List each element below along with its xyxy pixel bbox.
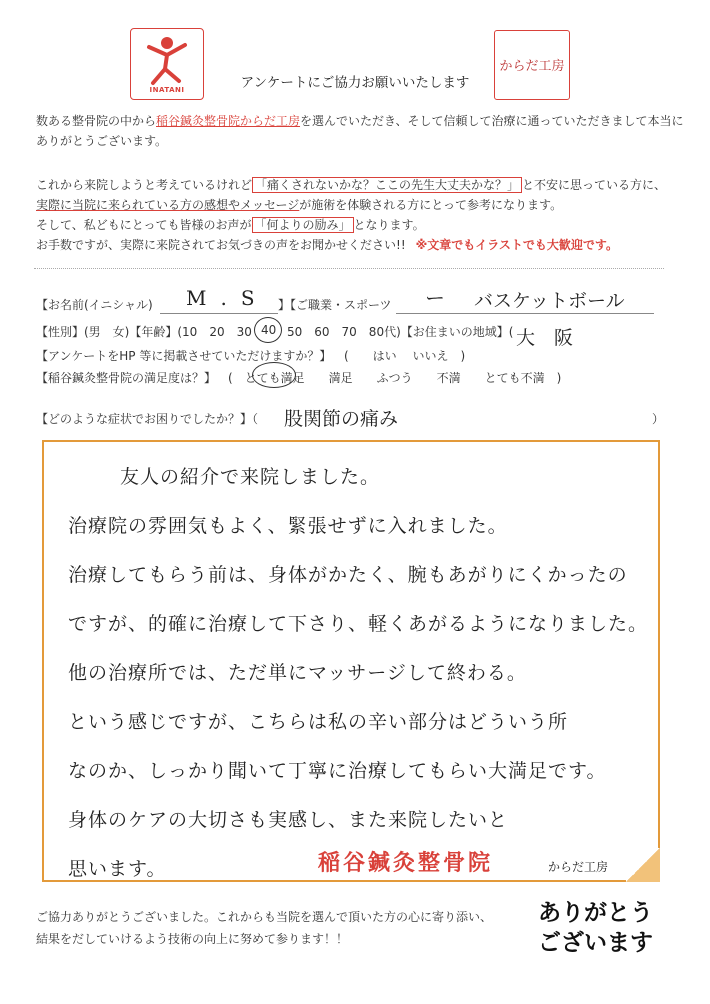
satisfaction-options: ( とても満足 満足 ふつう 不満 とても不満 ) [228, 371, 562, 385]
gender-age-label: 【性別】(男 女)【年齢】(10 20 30 [36, 325, 252, 339]
msg-l1b: 「痛くされないかな？ここの先生大丈夫かな？」 [252, 177, 522, 193]
footer-line-2: 結果をだしていけるよう技術の向上に努めて参ります！！ [36, 932, 349, 946]
msg-l3c: となります。 [353, 218, 425, 232]
msg-l3b: 「何よりの励み」 [252, 217, 354, 233]
testimonial-line-3: 治療してもらう前は、身体がかたく、腕もあがりにくかったの [68, 564, 628, 586]
testimonial-line-1: 友人の紹介で来院しました。 [120, 466, 381, 488]
footer-line-1: ご協力ありがとうございました。これからも当院を選んで頂いた方の心に寄り添い、 [36, 910, 493, 924]
job-underline [396, 313, 654, 314]
age-circle-mark [254, 317, 282, 343]
msg-l1c: と不安に思っている方に、 [522, 178, 667, 192]
name-underline [160, 313, 278, 314]
msg-l1a: これから来院しようと考えているけれど [36, 178, 253, 192]
satisfaction-circle-mark [252, 362, 296, 388]
page-title: アンケートにご協力お願いいたします [240, 75, 470, 91]
logo-text: INATANI [149, 86, 185, 94]
job-value-2: バスケットボール [474, 290, 625, 312]
testimonial-line-9: 思います。 [68, 858, 167, 880]
name-label: 【お名前(イニシャル) [36, 298, 153, 312]
intro-part2: を選んでいただき、そして信頼して治療に通っていただきまして本当にありがとうございます。 [36, 114, 684, 148]
intro-paragraph [36, 111, 686, 151]
msg-l4: お手数ですが、実際に来院されてお気づきの声をお聞かせください!! [36, 238, 406, 252]
hp-options: ( はい いいえ ) [344, 349, 466, 363]
region-value: 大 阪 [516, 327, 574, 349]
clinic-subname: からだ工房 [548, 860, 609, 874]
testimonial-line-4: ですが、的確に治療して下さり、軽くあがるようになりました。 [68, 613, 649, 635]
page-curl [626, 848, 660, 882]
thanks-handwritten [538, 898, 668, 958]
job-value-1: ー [425, 286, 445, 310]
age-selected: 40 [261, 323, 277, 337]
testimonial-line-6: という感じですが、こちらは私の辛い部分はどういう所 [68, 711, 569, 733]
msg-note: ※文章でもイラストでも大歓迎です。 [415, 238, 618, 252]
symptom-close: ） [652, 412, 665, 426]
intro-clinic-name: 稲谷鍼灸整骨院からだ工房 [156, 114, 301, 128]
satisfaction-label: 【稲谷鍼灸整骨院の満足度は？】 [36, 371, 217, 385]
logo-right-text: からだ工房 [499, 59, 565, 74]
clinic-name: 稲谷鍼灸整骨院 [318, 851, 494, 876]
intro-part1: 数ある整骨院の中から [36, 114, 157, 128]
testimonial-line-2: 治療院の雰囲気もよく、緊張せずに入れました。 [68, 515, 508, 537]
hp-question: 【アンケートをHP 等に掲載させていただけますか？】 [36, 349, 332, 363]
name-value: M.S [186, 286, 269, 310]
testimonial-line-8: 身体のケアの大切さも実感し、また来院したいと [68, 809, 509, 831]
symptom-label: 【どのような症状でお困りでしたか？】（ [36, 412, 259, 426]
symptom-value: 股関節の痛み [284, 408, 399, 430]
age-rest: 50 60 70 80代)【お住まいの地域】( [287, 325, 514, 339]
msg-l2a: 実際に当院に来られている方の感想やメッセージ [36, 198, 300, 212]
thanks-line-2: ございます [538, 929, 653, 956]
testimonial-card [42, 440, 660, 882]
job-label: 】【ご職業・スポーツ [278, 298, 392, 312]
divider [34, 268, 664, 269]
message-paragraph [36, 175, 686, 255]
msg-l2b: が施術を体験される方にとって参考になります。 [299, 198, 563, 212]
thanks-line-1: ありがとう [538, 899, 653, 926]
testimonial-line-5: 他の治療所では、ただ単にマッサージして終わる。 [68, 662, 527, 684]
msg-l3a: そして、私どもにとっても皆様のお声が [36, 218, 252, 232]
footer-message [36, 906, 506, 950]
testimonial-line-7: なのか、しっかり聞いて丁寧に治療してもらい大満足です。 [68, 760, 607, 782]
